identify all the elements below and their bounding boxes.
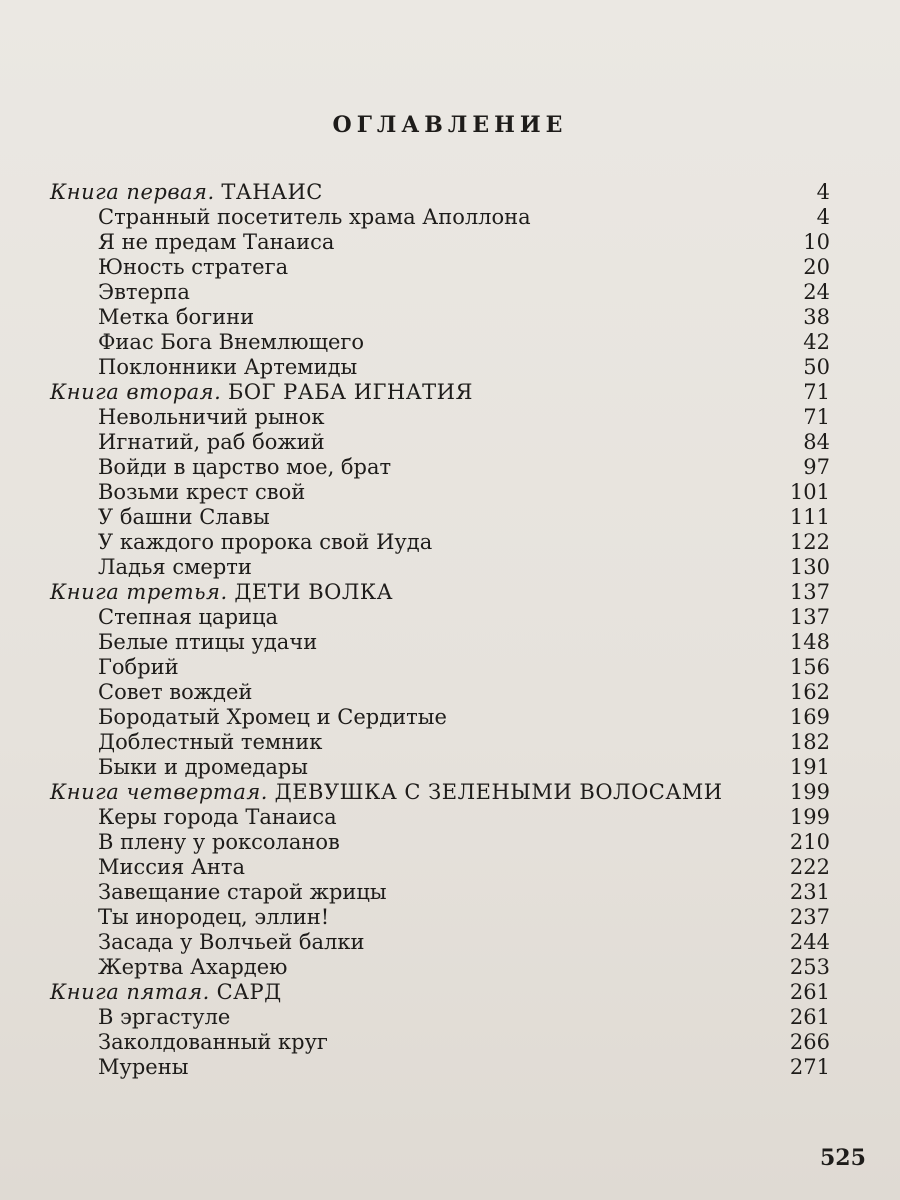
page-ref: 261 xyxy=(789,1005,830,1029)
toc-chapter-entry xyxy=(50,555,830,580)
chapter-title: Метка богини xyxy=(98,305,255,329)
book-heading xyxy=(50,980,282,1005)
toc-book-entry xyxy=(50,980,830,1005)
page-ref: 169 xyxy=(789,705,830,729)
chapter-title: Юность стратега xyxy=(98,255,289,279)
page-ref: 137 xyxy=(789,605,830,629)
toc-chapter-entry xyxy=(50,855,830,880)
book-name: ТАНАИС xyxy=(221,180,323,204)
page-ref: 97 xyxy=(803,455,830,479)
book-name: БОГ РАБА ИГНАТИЯ xyxy=(227,380,473,404)
page-ref: 130 xyxy=(789,555,830,579)
page-ref: 191 xyxy=(789,755,830,779)
book-label: Книга третья. xyxy=(50,580,228,604)
toc-chapter-entry xyxy=(50,955,830,980)
book-name: ДЕВУШКА С ЗЕЛЕНЫМИ ВОЛОСАМИ xyxy=(274,780,723,804)
toc-chapter-entry xyxy=(50,405,830,430)
page-ref: 24 xyxy=(803,280,830,304)
toc-chapter-entry xyxy=(50,1030,830,1055)
chapter-title: Жертва Ахардею xyxy=(98,955,288,979)
chapter-title: Завещание старой жрицы xyxy=(98,880,387,904)
toc-chapter-entry xyxy=(50,905,830,930)
toc-chapter-entry xyxy=(50,430,830,455)
page-ref: 71 xyxy=(803,380,830,404)
page-ref: 38 xyxy=(803,305,830,329)
toc-chapter-entry xyxy=(50,655,830,680)
chapter-title: Совет вождей xyxy=(98,680,253,704)
page-ref: 148 xyxy=(789,630,830,654)
chapter-title: Ладья смерти xyxy=(98,555,252,579)
toc-chapter-entry xyxy=(50,455,830,480)
chapter-title: Эвтерпа xyxy=(98,280,190,304)
page-ref: 199 xyxy=(789,805,830,829)
chapter-title: Керы города Танаиса xyxy=(98,805,337,829)
chapter-title: Невольничий рынок xyxy=(98,405,325,429)
page-ref: 266 xyxy=(789,1030,830,1054)
toc-chapter-entry xyxy=(50,630,830,655)
page-ref: 210 xyxy=(789,830,830,854)
chapter-title: Я не предам Танаиса xyxy=(98,230,335,254)
page-ref: 271 xyxy=(789,1055,830,1079)
chapter-title: Возьми крест свой xyxy=(98,480,306,504)
page-ref: 261 xyxy=(789,980,830,1004)
page-ref: 237 xyxy=(789,905,830,929)
toc-chapter-entry xyxy=(50,530,830,555)
page-ref: 4 xyxy=(816,205,830,229)
chapter-title: У башни Славы xyxy=(98,505,270,529)
page-ref: 244 xyxy=(789,930,830,954)
page-ref: 162 xyxy=(789,680,830,704)
chapter-title: В эргастуле xyxy=(98,1005,231,1029)
chapter-title: Игнатий, раб божий xyxy=(98,430,325,454)
chapter-title: Ты инородец, эллин! xyxy=(98,905,330,929)
toc-chapter-entry xyxy=(50,480,830,505)
toc-book-entry xyxy=(50,580,830,605)
chapter-title: Гобрий xyxy=(98,655,179,679)
page-number: 525 xyxy=(820,1145,866,1171)
toc-chapter-entry xyxy=(50,230,830,255)
chapter-title: Степная царица xyxy=(98,605,279,629)
page-ref: 253 xyxy=(789,955,830,979)
chapter-title: Засада у Волчьей балки xyxy=(98,930,365,954)
page-ref: 42 xyxy=(803,330,830,354)
page-ref: 222 xyxy=(789,855,830,879)
toc-chapter-entry xyxy=(50,930,830,955)
toc-chapter-entry xyxy=(50,505,830,530)
toc-book-entry xyxy=(50,380,830,405)
toc-book-entry xyxy=(50,780,830,805)
chapter-title: Быки и дромедары xyxy=(98,755,308,779)
toc-chapter-entry xyxy=(50,755,830,780)
book-label: Книга четвертая. xyxy=(50,780,268,804)
book-label: Книга пятая. xyxy=(50,980,210,1004)
book-heading xyxy=(50,580,393,605)
page-ref: 231 xyxy=(789,880,830,904)
page-ref: 84 xyxy=(803,430,830,454)
chapter-title: Заколдованный круг xyxy=(98,1030,328,1054)
book-name: САРД xyxy=(216,980,282,1004)
book-label: Книга вторая. xyxy=(50,380,222,404)
page-ref: 101 xyxy=(789,480,830,504)
chapter-title: В плену у роксоланов xyxy=(98,830,340,854)
chapter-title: Странный посетитель храма Аполлона xyxy=(98,205,531,229)
toc-chapter-entry xyxy=(50,205,830,230)
toc-chapter-entry xyxy=(50,830,830,855)
book-label: Книга первая. xyxy=(50,180,215,204)
chapter-title: Доблестный темник xyxy=(98,730,323,754)
chapter-title: Войди в царство мое, брат xyxy=(98,455,392,479)
toc-chapter-entry xyxy=(50,280,830,305)
book-heading xyxy=(50,180,323,205)
toc-chapter-entry xyxy=(50,1005,830,1030)
page-ref: 71 xyxy=(803,405,830,429)
toc-chapter-entry xyxy=(50,255,830,280)
toc-chapter-entry xyxy=(50,330,830,355)
toc-chapter-entry xyxy=(50,680,830,705)
book-heading xyxy=(50,380,473,405)
chapter-title: Фиас Бога Внемлющего xyxy=(98,330,365,354)
page-ref: 182 xyxy=(789,730,830,754)
page-title: ОГЛАВЛЕНИЕ xyxy=(332,112,568,138)
book-name: ДЕТИ ВОЛКА xyxy=(234,580,394,604)
page-ref: 50 xyxy=(803,355,830,379)
chapter-title: Бородатый Хромец и Сердитые xyxy=(98,705,447,729)
toc-chapter-entry xyxy=(50,705,830,730)
toc-chapter-entry xyxy=(50,805,830,830)
page-ref: 111 xyxy=(789,505,830,529)
page-ref: 199 xyxy=(789,780,830,804)
book-heading xyxy=(50,780,723,805)
toc-chapter-entry xyxy=(50,730,830,755)
toc-chapter-entry xyxy=(50,605,830,630)
page-ref: 20 xyxy=(803,255,830,279)
page-ref: 122 xyxy=(789,530,830,554)
chapter-title: У каждого пророка свой Иуда xyxy=(98,530,433,554)
chapter-title: Поклонники Артемиды xyxy=(98,355,358,379)
toc-chapter-entry xyxy=(50,880,830,905)
page-ref: 156 xyxy=(789,655,830,679)
page-ref: 137 xyxy=(789,580,830,604)
chapter-title: Мурены xyxy=(98,1055,189,1079)
page-ref: 10 xyxy=(803,230,830,254)
table-of-contents xyxy=(50,180,830,1080)
page-ref: 4 xyxy=(816,180,830,204)
chapter-title: Миссия Анта xyxy=(98,855,245,879)
toc-chapter-entry xyxy=(50,305,830,330)
toc-chapter-entry xyxy=(50,355,830,380)
toc-book-entry xyxy=(50,180,830,205)
toc-chapter-entry xyxy=(50,1055,830,1080)
chapter-title: Белые птицы удачи xyxy=(98,630,318,654)
